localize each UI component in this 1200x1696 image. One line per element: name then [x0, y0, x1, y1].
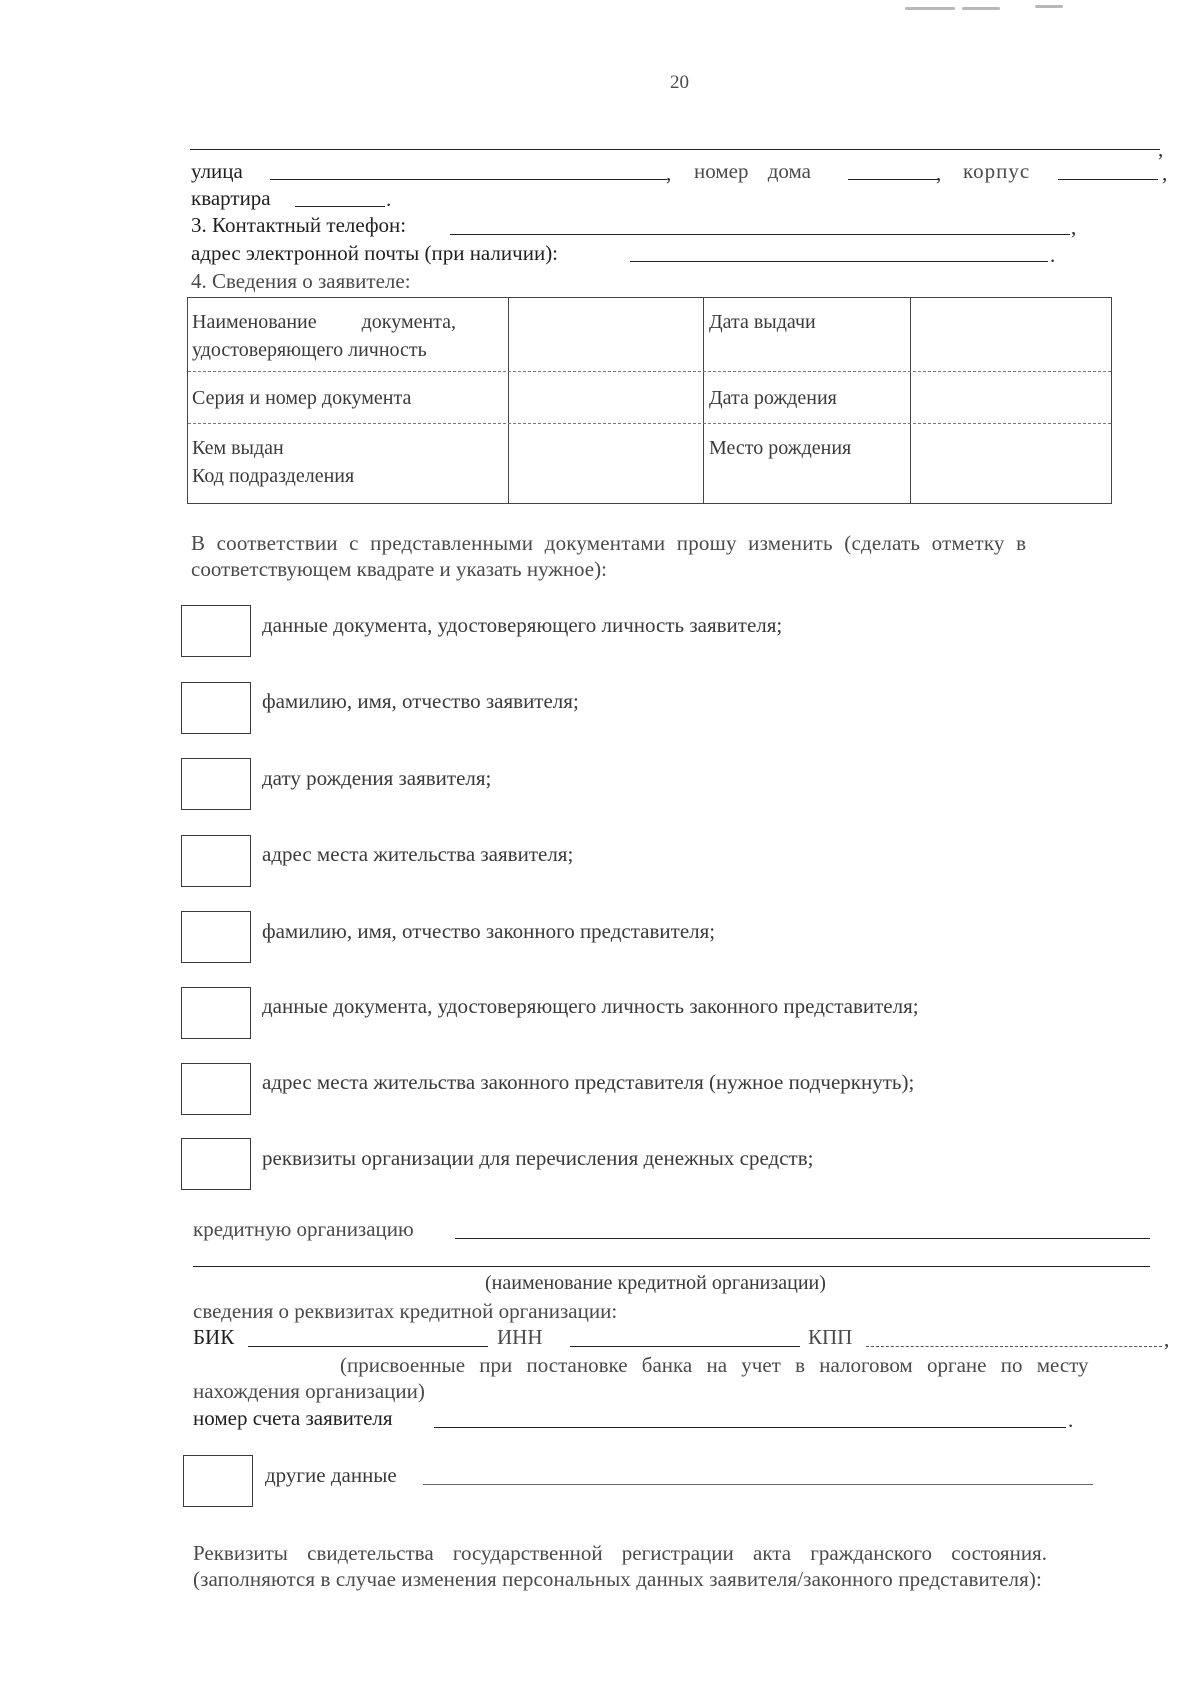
street-label: улица: [191, 159, 243, 183]
checkbox-applicant-address[interactable]: [181, 835, 251, 887]
house-label: номер дома: [694, 159, 811, 183]
request-intro-line2: соответствующем квадрате и указать нужное):: [191, 557, 607, 581]
option-representative-document: данные документа, удостоверяющего личность законного представителя;: [262, 994, 919, 1018]
doc-name-value[interactable]: [510, 300, 700, 368]
building-label: корпус: [963, 159, 1031, 183]
applicant-document-table: [187, 297, 1112, 504]
option-applicant-document: данные документа, удостоверяющего личность заявителя;: [262, 613, 783, 637]
scan-artifact: [1035, 5, 1063, 8]
comma: ,: [1164, 1327, 1170, 1351]
page-number: 20: [670, 72, 689, 93]
option-representative-address: адрес места жительства законного представителя (нужное подчеркнуть);: [262, 1070, 915, 1094]
checkbox-applicant-document[interactable]: [181, 605, 251, 657]
bank-details-label: сведения о реквизитах кредитной организации:: [193, 1299, 618, 1323]
checkbox-representative-document[interactable]: [181, 987, 251, 1039]
comma: ,: [1162, 161, 1168, 185]
period: .: [1050, 243, 1056, 267]
checkbox-applicant-name[interactable]: [181, 682, 251, 734]
option-applicant-name: фамилию, имя, отчество заявителя;: [262, 689, 579, 713]
account-field[interactable]: [434, 1427, 1066, 1428]
period: .: [1068, 1408, 1074, 1432]
option-other-data: другие данные: [265, 1463, 397, 1487]
series-number-label: Серия и номер документа: [192, 387, 412, 409]
birth-place-label: Место рождения: [709, 437, 852, 459]
comma: ,: [666, 161, 672, 185]
certificate-line1: Реквизиты свидетельства государственной регистрации акта гражданского состояния.: [193, 1541, 1047, 1565]
bik-field[interactable]: [248, 1346, 488, 1347]
issued-by-value[interactable]: [510, 426, 700, 500]
checkbox-representative-name[interactable]: [181, 911, 251, 963]
phone-label: 3. Контактный телефон:: [191, 213, 407, 237]
street-field[interactable]: [270, 179, 667, 180]
checkbox-representative-address[interactable]: [181, 1063, 251, 1115]
period: .: [386, 187, 392, 211]
apartment-field[interactable]: [295, 206, 385, 207]
kpp-field[interactable]: [866, 1346, 1162, 1347]
credit-org-field-2[interactable]: [193, 1266, 1150, 1267]
account-label: номер счета заявителя: [193, 1406, 393, 1430]
inn-field[interactable]: [570, 1346, 800, 1347]
checkbox-bank-details[interactable]: [181, 1138, 251, 1190]
option-representative-name: фамилию, имя, отчество законного представителя;: [262, 919, 716, 943]
scan-artifact: [962, 7, 1000, 10]
bik-label: БИК: [193, 1325, 235, 1349]
scan-artifact: [905, 7, 955, 10]
comma: ,: [1158, 137, 1164, 161]
phone-field[interactable]: [450, 234, 1070, 235]
applicant-heading: 4. Сведения о заявителе:: [191, 269, 411, 293]
request-intro-line1: В соответствии с представленными документами прошу изменить (сделать отметку в: [191, 531, 1027, 555]
kpp-label: КПП: [808, 1325, 853, 1349]
email-label: адрес электронной почты (при наличии):: [191, 241, 559, 265]
email-field[interactable]: [630, 261, 1048, 262]
issue-date-value[interactable]: [912, 300, 1107, 368]
checkbox-other-data[interactable]: [183, 1455, 253, 1507]
other-data-field[interactable]: [423, 1484, 1093, 1485]
inn-label: ИНН: [497, 1325, 543, 1349]
checkbox-applicant-birthdate[interactable]: [181, 758, 251, 810]
credit-org-field[interactable]: [455, 1238, 1150, 1239]
address-line-top: [190, 149, 1160, 150]
credit-org-caption: (наименование кредитной организации): [485, 1272, 826, 1294]
building-field[interactable]: [1058, 179, 1158, 180]
option-applicant-address: адрес места жительства заявителя;: [262, 842, 574, 866]
house-field[interactable]: [848, 179, 938, 180]
option-bank-details: реквизиты организации для перечисления денежных средств;: [262, 1146, 814, 1170]
credit-org-label: кредитную организацию: [193, 1217, 414, 1241]
issued-by-label: Кем выдан Код подразделения: [192, 437, 355, 487]
assigned-note-line1: (присвоенные при постановке банка на учет в налоговом органе по месту: [340, 1353, 1089, 1377]
series-number-value[interactable]: [510, 374, 700, 420]
doc-name-label: Наименование документа, удостоверяющего личность: [192, 311, 457, 361]
issue-date-label: Дата выдачи: [709, 311, 816, 333]
assigned-note-line2: нахождения организации): [193, 1379, 425, 1403]
apartment-label: квартира: [191, 186, 271, 210]
birth-date-label: Дата рождения: [709, 387, 837, 409]
comma: ,: [936, 161, 942, 185]
certificate-line2: (заполняются в случае изменения персональных данных заявителя/законного представителя):: [193, 1567, 1042, 1591]
comma: ,: [1071, 215, 1077, 239]
birth-place-value[interactable]: [912, 426, 1107, 500]
option-applicant-birthdate: дату рождения заявителя;: [262, 766, 492, 790]
birth-date-value[interactable]: [912, 374, 1107, 420]
